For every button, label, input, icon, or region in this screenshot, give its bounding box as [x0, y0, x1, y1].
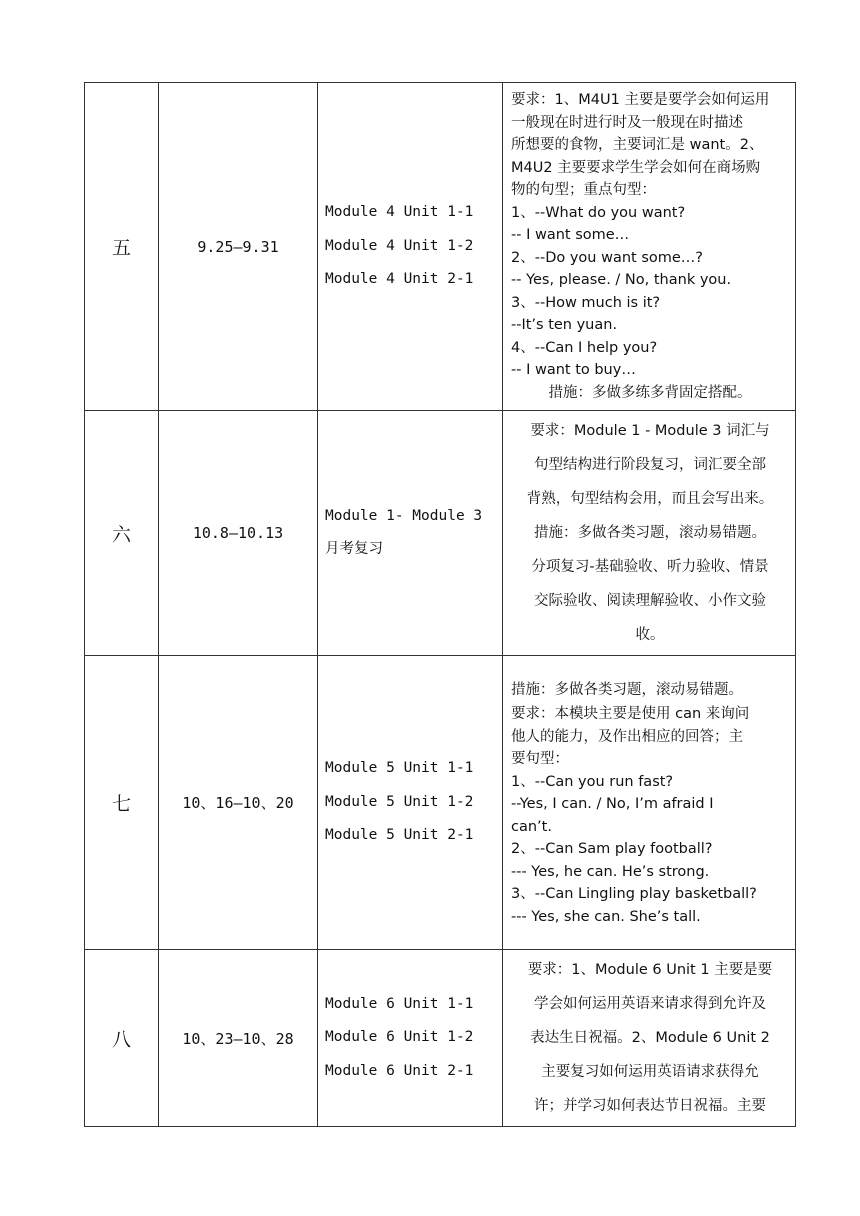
requirement-line: 4、--Can I help you?	[511, 339, 658, 356]
requirement-line: 要求：1、M4U1 主要是要学会如何运用	[511, 92, 770, 108]
requirement-line: 3、--Can Lingling play basketball?	[511, 886, 757, 902]
requirement-line: --Yes, I can. / No, I’m afraid I	[511, 796, 714, 812]
requirement-line: 他人的能力，及作出相应的回答；主	[511, 728, 743, 745]
week-cell: 八	[85, 950, 159, 1127]
content-line: Module 4 Unit 2-1	[325, 271, 474, 288]
requirements-cell	[503, 656, 796, 950]
content-line: 月考复习	[325, 541, 383, 557]
content-line: Module 6 Unit 1-1	[325, 995, 474, 1012]
requirement-line: 句型结构进行阶段复习，词汇要全部	[534, 457, 766, 473]
requirement-line: --- Yes, she can. She’s tall.	[511, 908, 701, 925]
requirement-line: --It’s ten yuan.	[511, 317, 618, 333]
table-row	[85, 656, 796, 950]
requirement-line: -- I want to buy…	[511, 362, 636, 378]
requirement-line: --- Yes, he can. He’s strong.	[511, 863, 710, 880]
requirements-cell	[503, 411, 796, 656]
requirement-line: 物的句型；重点句型：	[511, 182, 656, 198]
requirement-line: 一般现在时进行时及一般现在时描述	[511, 114, 743, 131]
date-cell: 10、23—10、28	[159, 950, 318, 1127]
week-cell: 六	[85, 411, 159, 656]
requirement-line: 1、--What do you want?	[511, 204, 686, 221]
requirement-line: 要求：1、Module 6 Unit 1 主要是要	[527, 962, 773, 978]
teaching-plan-table	[84, 82, 796, 1127]
requirement-line: 2、--Can Sam play football?	[511, 841, 713, 857]
requirement-line: 许；并学习如何表达节日祝福。主要	[534, 1098, 766, 1114]
requirement-line: 3、--How much is it?	[511, 294, 661, 311]
content-cell	[318, 411, 503, 656]
requirements-cell	[503, 83, 796, 411]
date-cell: 9.25—9.31	[159, 83, 318, 411]
week-cell: 五	[85, 83, 159, 411]
requirement-line: M4U2 主要要求学生学会如何在商场购	[511, 159, 761, 176]
requirement-line: 要求：本模块主要是使用 can 来询问	[511, 706, 750, 722]
table-row	[85, 950, 796, 1127]
content-line: Module 5 Unit 1-2	[325, 793, 474, 810]
content-line: Module 6 Unit 1-2	[325, 1029, 474, 1046]
requirement-line: -- Yes, please. / No, thank you.	[511, 272, 732, 288]
requirement-line: 交际验收、阅读理解验收、小作文验	[534, 593, 766, 609]
requirement-line: 表达生日祝福。2、Module 6 Unit 2	[530, 1030, 770, 1046]
requirement-line: 分项复习-基础验收、听力验收、情景	[531, 559, 769, 575]
requirement-line: 2、--Do you want some…?	[511, 249, 703, 266]
content-cell	[318, 656, 503, 950]
requirement-line: 1、--Can you run fast?	[511, 773, 674, 790]
content-line: Module 1- Module 3	[325, 507, 483, 524]
content-cell	[318, 83, 503, 411]
week-cell: 七	[85, 656, 159, 950]
requirement-line: 要句型：	[511, 751, 569, 767]
requirement-line: 所想要的食物，主要词汇是 want。2、	[511, 137, 764, 153]
requirement-line: 要求：Module 1 - Module 3 词汇与	[530, 423, 770, 439]
requirement-line: 背熟，句型结构会用，而且会写出来。	[526, 491, 774, 507]
requirement-line: -- I want some…	[511, 227, 630, 243]
date-cell: 10、16—10、20	[159, 656, 318, 950]
table-row	[85, 83, 796, 411]
content-line: Module 5 Unit 1-1	[325, 760, 474, 777]
content-cell	[318, 950, 503, 1127]
requirement-line: 学会如何运用英语来请求得到允许及	[534, 996, 766, 1012]
requirement-line: 收。	[635, 627, 665, 643]
content-line: Module 6 Unit 2-1	[325, 1062, 474, 1079]
requirement-line: 主要复习如何运用英语请求获得允	[541, 1064, 759, 1080]
requirement-line: 措施：多做各类习题，滚动易错题。	[534, 525, 766, 541]
requirement-line: can’t.	[511, 818, 552, 835]
requirements-cell	[503, 950, 796, 1127]
requirement-line: 措施：多做多练多背固定搭配。	[548, 384, 752, 401]
table-row	[85, 411, 796, 656]
content-line: Module 4 Unit 1-2	[325, 237, 474, 254]
requirement-line: 措施：多做各类习题，滚动易错题。	[511, 682, 743, 698]
content-line: Module 5 Unit 2-1	[325, 827, 474, 844]
content-line: Module 4 Unit 1-1	[325, 204, 474, 221]
date-cell: 10.8—10.13	[159, 411, 318, 656]
